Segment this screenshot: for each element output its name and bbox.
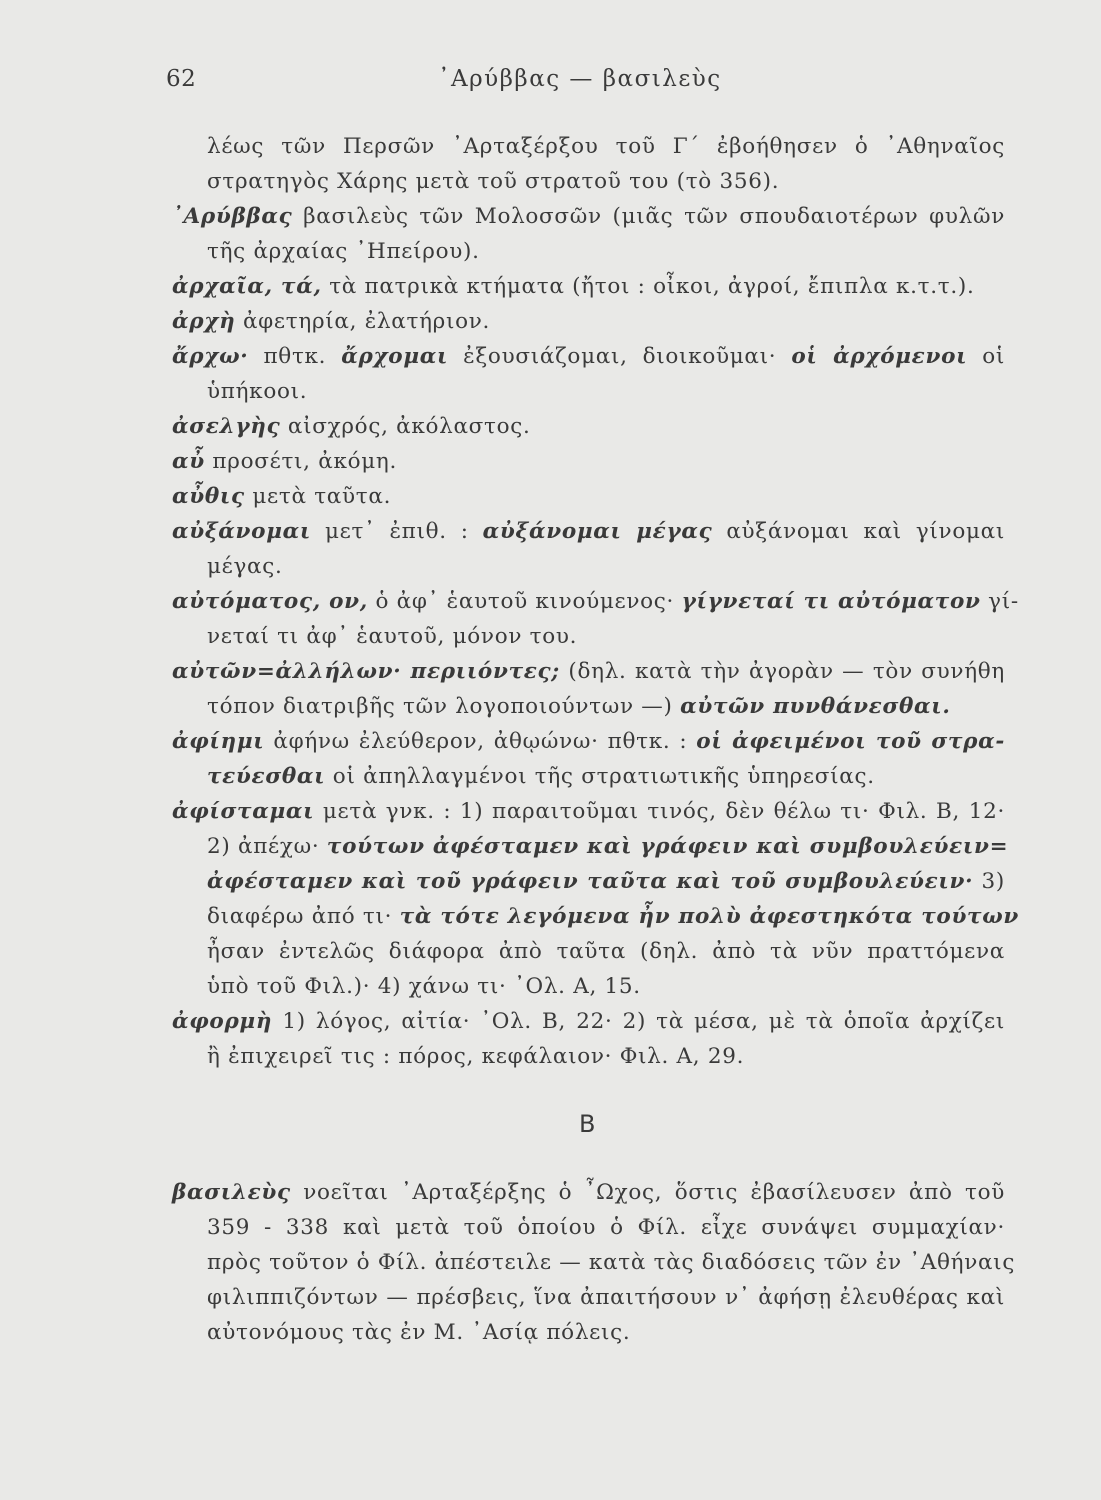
- text-line: [172, 416, 712, 438]
- entry-term: ἀφορμὴ: [172, 1009, 273, 1034]
- text-segment: τὰ πατρικὰ κτήματα (ἤτοι : οἶκοι, ἀγροί, ἔπιπλα κ.τ.τ.).: [321, 274, 975, 299]
- text-line: [207, 1287, 1005, 1309]
- text-line: [207, 871, 1005, 893]
- text-segment: πρὸς τοῦτον ὁ Φίλ. ἀπέστειλε — κατὰ τὰς διαδόσεις τῶν ἐν ᾿Αθήναις: [207, 1250, 1016, 1275]
- text-line: [207, 241, 537, 263]
- text-line: [172, 661, 1005, 683]
- entry-term: βασιλεὺς: [172, 1180, 291, 1205]
- text-segment: μετὰ γνκ. : 1) παραιτοῦμαι τινός, δὲν θέλω τι· Φιλ. Β, 12·: [314, 799, 1005, 824]
- text-segment: ἀφετηρία, ἐλατήριον.: [235, 309, 491, 334]
- entry-term: ἄρχομαι: [341, 344, 449, 369]
- entry-term: αὐτῶν πυνθάνεσθαι.: [680, 694, 951, 719]
- page-header: [166, 66, 1006, 102]
- text-segment: μέγας.: [207, 554, 283, 579]
- entry-term: οἱ ἀφειμένοι τοῦ στρα-: [696, 729, 1005, 754]
- text-line: [207, 556, 307, 578]
- text-line: [172, 206, 1005, 228]
- text-line: [172, 521, 1005, 543]
- text-segment: φιλιππιζόντων — πρέσβεις, ἵνα ἀπαιτήσουν ν᾿ ἀφήσῃ ἐλευθέρας καὶ: [207, 1285, 1005, 1310]
- entry-term: αὐξάνομαι μέγας: [482, 519, 713, 544]
- text-segment: =: [256, 659, 276, 684]
- text-line: [207, 1322, 667, 1344]
- text-segment: προσέτι, ἀκόμη.: [204, 449, 398, 474]
- entry-term: αὐτόματος, ον,: [172, 589, 368, 614]
- text-line: [207, 1250, 1016, 1275]
- text-line: [207, 764, 875, 789]
- text-segment: (δηλ. κατὰ τὴν ἀγορὰν — τὸν συνήθη: [559, 659, 1005, 684]
- text-line: [207, 381, 347, 403]
- entry-term: ᾿Αρύββας: [172, 204, 293, 229]
- entry-term: ἀσελγὴς: [172, 414, 281, 439]
- text-segment: τῆς ἀρχαίας ᾿Ηπείρου).: [207, 239, 480, 264]
- text-line: [172, 801, 1005, 823]
- text-segment: διαφέρω ἀπό τι·: [207, 904, 400, 929]
- entry-term: ἀλλήλων· περιιόντες;: [275, 659, 560, 684]
- text-segment: πθτκ.: [248, 344, 342, 369]
- text-line: [207, 904, 1020, 929]
- section-letter: B: [579, 1110, 596, 1138]
- text-line: [172, 1182, 1005, 1204]
- text-line: [172, 311, 692, 333]
- entry-term: αὐτῶν: [172, 659, 257, 684]
- entry-term: αὐξάνομαι: [172, 519, 311, 544]
- text-segment: νοεῖται ᾿Αρταξέρξης ὁ ῏Ωχος, ὅστις ἐβασίλευσεν ἀπὸ τοῦ: [290, 1180, 1005, 1205]
- entry-term: ἀρχὴ: [172, 309, 236, 334]
- text-segment: ἐξουσιάζομαι, διοικοῦμαι·: [448, 344, 792, 369]
- text-line: [172, 731, 1005, 753]
- text-line: [207, 976, 667, 998]
- entry-term: τούτων ἀφέσταμεν καὶ γράφειν καὶ συμβουλεύειν: [326, 834, 990, 859]
- text-segment: μετ᾿ ἐπιθ. :: [311, 519, 483, 544]
- entry-term: ἄρχω·: [172, 344, 249, 369]
- entry-term: αὖθις: [172, 484, 245, 509]
- text-line: [207, 941, 1005, 963]
- text-segment: γί-: [980, 589, 1019, 614]
- text-line: [207, 171, 947, 193]
- text-segment: 1) λόγος, αἰτία· ᾿Ολ. Β, 22· 2) τὰ μέσα, μὲ τὰ ὁποῖα ἀρχίζει: [272, 1009, 1005, 1034]
- entry-term: ἀφέσταμεν καὶ τοῦ γράφειν ταῦτα καὶ τοῦ συμβουλεύειν·: [207, 869, 974, 894]
- text-line: [172, 1011, 1005, 1033]
- text-line: [207, 696, 967, 718]
- entry-term: αὖ: [172, 449, 205, 474]
- running-title: ᾿Αρύββας — βασιλεὺς: [438, 66, 722, 92]
- text-line: [172, 451, 572, 473]
- text-segment: ἦσαν ἐντελῶς διάφορα ἀπὸ ταῦτα (δηλ. ἀπὸ τὰ νῦν πραττόμενα: [207, 939, 1005, 964]
- text-segment: ὁ ἀφ᾿ ἑαυτοῦ κινούμενος·: [367, 589, 682, 614]
- text-segment: αὐξάνομαι καὶ γίνομαι: [712, 519, 1005, 544]
- text-line: [207, 1217, 1005, 1239]
- entry-term: ἀφίσταμαι: [172, 799, 315, 824]
- text-segment: τόπον διατριβῆς τῶν λογοποιούντων —): [207, 694, 681, 719]
- text-line: [207, 834, 1009, 859]
- text-segment: αὐτονόμους τὰς ἐν Μ. ᾿Ασίᾳ πόλεις.: [207, 1320, 631, 1345]
- entry-term: τεύεσθαι: [207, 764, 326, 789]
- text-segment: =: [989, 834, 1009, 859]
- text-line: [172, 276, 992, 298]
- text-segment: ἀφήνω ἐλεύθερον, ἀθῳώνω· πθτκ. :: [264, 729, 697, 754]
- text-segment: μετὰ ταῦτα.: [244, 484, 392, 509]
- text-line: [172, 486, 542, 508]
- text-line: [207, 626, 637, 648]
- text-segment: λέως τῶν Περσῶν ᾿Αρταξέρξου τοῦ Γ΄ ἐβοήθησεν ὁ ᾿Αθηναῖος: [207, 134, 1005, 159]
- text-segment: νεταί τι ἀφ᾿ ἑαυτοῦ, μόνον του.: [207, 624, 578, 649]
- text-segment: 359 - 338 καὶ μετὰ τοῦ ὁποίου ὁ Φίλ. εἶχε συνάψει συμμαχίαν·: [207, 1215, 1005, 1240]
- text-line: [207, 1046, 767, 1068]
- text-segment: στρατηγὸς Χάρης μετὰ τοῦ στρατοῦ του (τὸ 356).: [207, 169, 780, 194]
- text-segment: αἰσχρός, ἀκόλαστος.: [280, 414, 531, 439]
- entry-term: οἱ ἀρχόμενοι: [791, 344, 968, 369]
- text-segment: ἢ ἐπιχειρεῖ τις : πόρος, κεφάλαιον· Φιλ. Α, 29.: [207, 1044, 745, 1069]
- text-line: [172, 589, 1019, 614]
- text-segment: 2) ἀπέχω·: [207, 834, 327, 859]
- text-segment: βασιλεὺς τῶν Μολοσσῶν (μιᾶς τῶν σπουδαιοτέρων φυλῶν: [292, 204, 1005, 229]
- entry-term: ἀφίημι: [172, 729, 265, 754]
- text-line: [207, 136, 1005, 158]
- text-segment: ὑπὸ τοῦ Φιλ.)· 4) χάνω τι· ᾿Ολ. Α, 15.: [207, 974, 641, 999]
- text-line: [172, 346, 1005, 368]
- text-segment: οἱ ἀπηλλαγμένοι τῆς στρατιωτικῆς ὑπηρεσίας.: [325, 764, 875, 789]
- text-segment: 3): [973, 869, 1005, 894]
- entry-term: τὰ τότε λεγόμενα ἦν πολὺ ἀφεστηκότα τούτων: [399, 904, 1020, 929]
- entry-term: ἀρχαῖα, τά,: [172, 274, 322, 299]
- entry-term: γίγνεταί τι αὐτόματον: [681, 589, 981, 614]
- text-segment: οἱ: [967, 344, 1006, 369]
- page-number: 62: [166, 66, 197, 92]
- text-segment: ὑπήκοοι.: [207, 379, 308, 404]
